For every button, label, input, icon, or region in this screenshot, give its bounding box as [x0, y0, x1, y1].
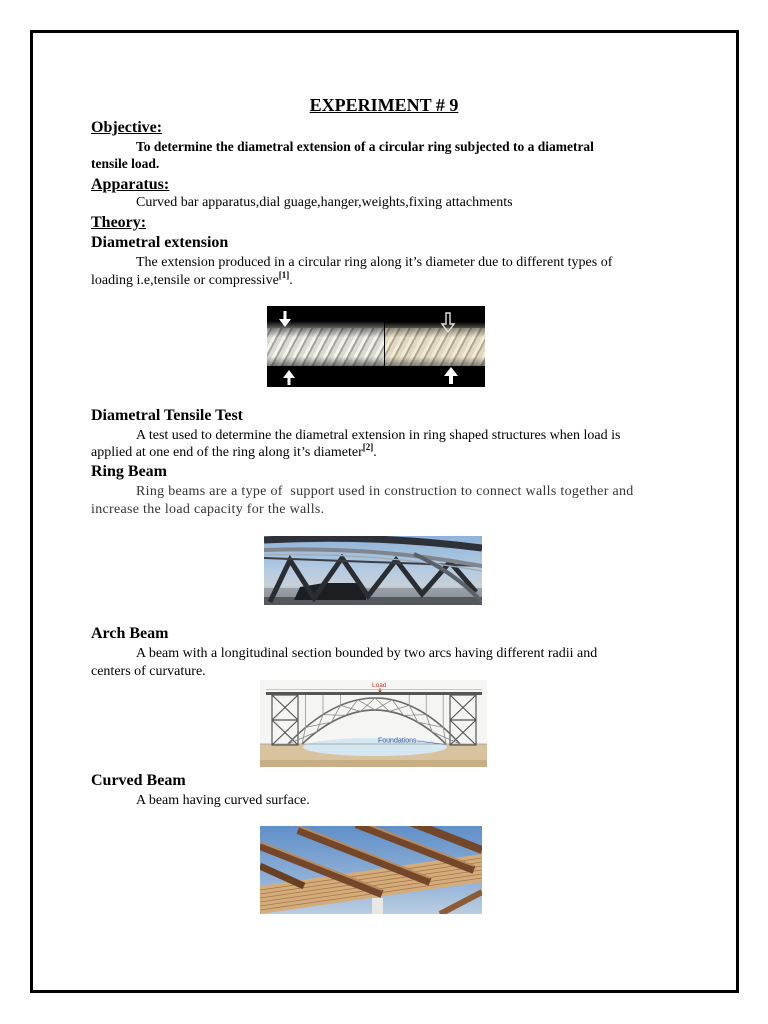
sentence-end: . — [373, 445, 377, 460]
arrow-down-icon — [442, 313, 454, 332]
curved-beam-photo — [260, 826, 482, 914]
diametral-tensile-test-text: applied at one end of the ring along it’s diameter — [91, 445, 363, 460]
diametral-extension-text-line-2 — [91, 272, 293, 290]
load-label-text: Load — [372, 682, 387, 689]
theory-heading: Theory: — [91, 214, 147, 231]
ring-beam-heading: Ring Beam — [91, 463, 167, 480]
rope-load-arrows — [267, 306, 485, 387]
ring-beam-illustration — [264, 536, 482, 605]
load-label — [372, 682, 387, 693]
support-post — [372, 898, 383, 914]
ring-beam-text-line-2: increase the load capacity for the walls. — [91, 502, 325, 517]
diametral-extension-text: loading i.e,tensile or compressive — [91, 273, 279, 288]
objective-text-line-1: To determine the diametral extension of a circular ring subjected to a diametral — [136, 139, 594, 154]
ring-beam-text-line-1: Ring beams are a type of support used in construction to connect walls together and — [136, 484, 634, 499]
arch-beam-heading: Arch Beam — [91, 625, 169, 642]
arrow-up-icon — [444, 367, 458, 384]
diametral-tensile-test-text-line-2 — [91, 444, 377, 462]
foundations-label-text: Foundations — [378, 737, 417, 745]
curved-beam-text: A beam having curved surface. — [136, 793, 310, 808]
arch-truss — [288, 695, 460, 744]
diametral-extension-text-line-1: The extension produced in a circular ring along it’s diameter due to different types of — [136, 255, 613, 270]
bridge-deck — [266, 690, 482, 696]
objective-heading: Objective: — [91, 119, 163, 136]
reference-marker: [1] — [278, 270, 290, 280]
wooden-beams-illustration — [260, 826, 482, 914]
arch-bridge-diagram — [260, 680, 487, 767]
arch-beam-text-line-1: A beam with a longitudinal section bounded by two arcs having different radii and — [136, 646, 598, 661]
arch-bridge-illustration — [260, 680, 487, 767]
arch-beam-text-line-2: centers of curvature. — [91, 664, 206, 679]
apparatus-heading: Apparatus: — [91, 176, 170, 193]
diametral-tensile-test-heading: Diametral Tensile Test — [91, 407, 244, 424]
arrow-up-icon — [283, 370, 295, 385]
diametral-tensile-test-text-line-1: A test used to determine the diametral extension in ring shaped structures when load is — [136, 428, 621, 443]
curved-beam-heading: Curved Beam — [91, 772, 186, 789]
reference-marker: [2] — [362, 442, 374, 452]
arrow-down-icon — [279, 311, 291, 327]
objective-text-line-2: tensile load. — [91, 156, 160, 171]
foundations-label — [378, 738, 446, 745]
rope-tension-figure — [267, 306, 485, 387]
sentence-end: . — [289, 273, 293, 288]
page-title: EXPERIMENT # 9 — [309, 95, 459, 115]
apparatus-text: Curved bar apparatus,dial guage,hanger,weights,fixing attachments — [136, 195, 513, 210]
diametral-extension-heading: Diametral extension — [91, 234, 229, 251]
ring-beam-photo — [264, 536, 482, 605]
